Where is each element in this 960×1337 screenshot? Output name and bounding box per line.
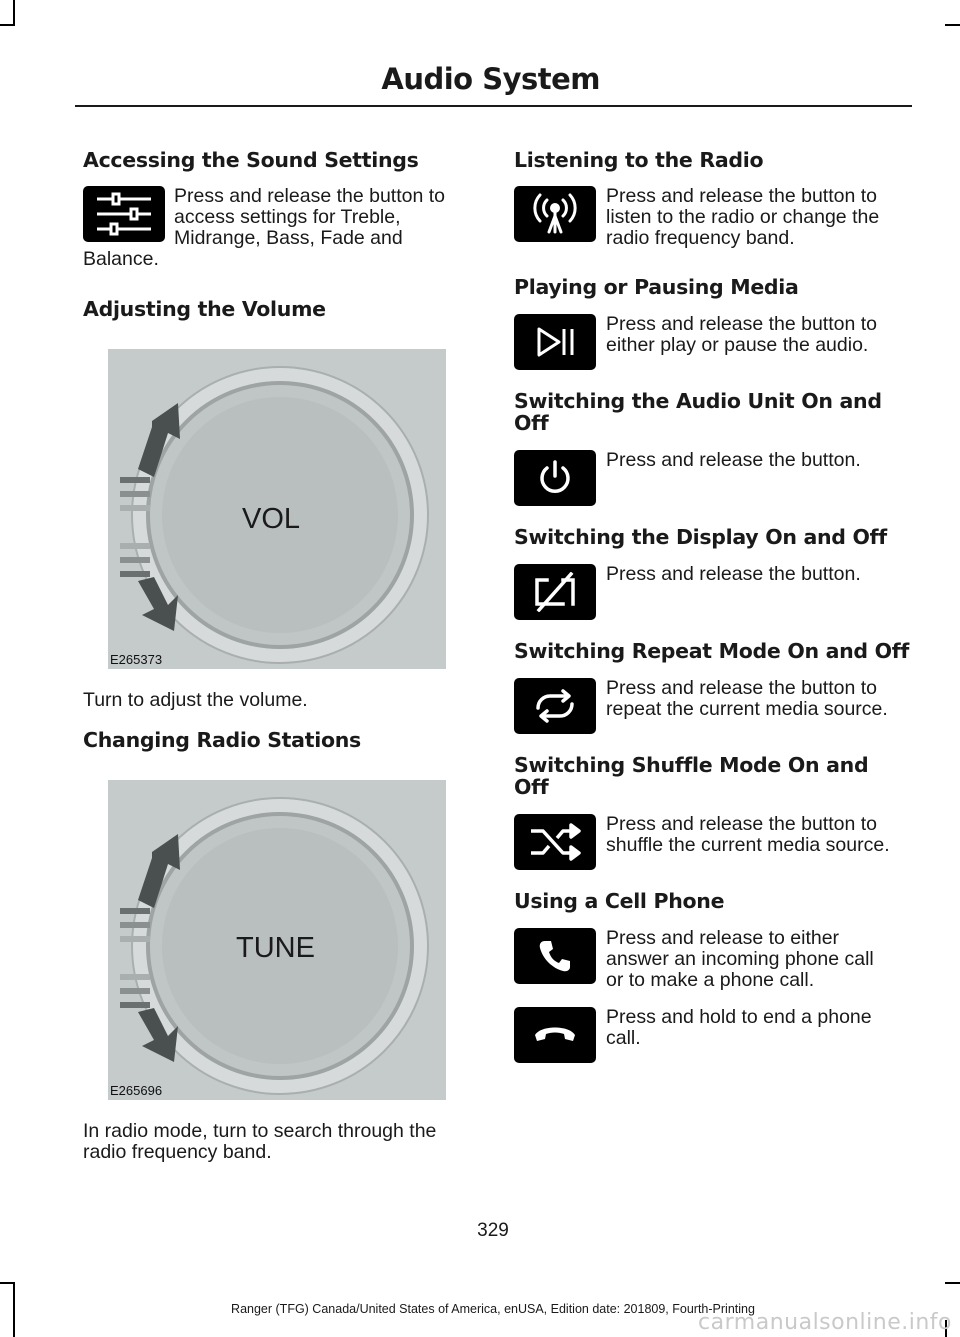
repeat-text: repeat the current media source. (606, 698, 888, 720)
heading-power: Off (514, 411, 549, 435)
shuffle-text: Press and release the button to (606, 813, 878, 835)
heading-power: Switching the Audio Unit On and (514, 389, 882, 413)
radio-text: Press and release the button to (606, 185, 878, 207)
sound-settings-text: access settings for Treble, (174, 206, 401, 228)
heading-cell-phone: Using a Cell Phone (514, 889, 725, 913)
heading-radio-stations: Changing Radio Stations (83, 728, 361, 752)
radio-text: listen to the radio or change the (606, 206, 880, 228)
heading-adjust-volume: Adjusting the Volume (83, 297, 326, 321)
display-off-icon (514, 564, 596, 620)
crop-mark (945, 1282, 960, 1284)
play-pause-icon (514, 314, 596, 370)
volume-caption: Turn to adjust the volume. (83, 689, 308, 711)
vol-label: VOL (242, 503, 301, 535)
radio-broadcast-icon (514, 186, 596, 242)
footer-text: Ranger (TFG) Canada/United States of America, enUSA, Edition date: 201809, Fourth-Printing (231, 1302, 755, 1316)
tune-label: TUNE (236, 932, 315, 964)
heading-shuffle: Off (514, 775, 549, 799)
crop-mark (945, 24, 960, 26)
phone-end-text: call. (606, 1027, 641, 1049)
heading-shuffle: Switching Shuffle Mode On and (514, 753, 869, 777)
crop-mark (0, 1282, 15, 1284)
power-text: Press and release the button. (606, 449, 861, 471)
heading-repeat: Switching Repeat Mode On and Off (514, 639, 910, 663)
shuffle-icon (514, 814, 596, 870)
equalizer-sliders-icon (83, 186, 165, 242)
crop-mark (13, 0, 15, 24)
phone-answer-icon (514, 928, 596, 984)
volume-knob-illustration (108, 349, 446, 669)
display-text: Press and release the button. (606, 563, 861, 585)
phone-answer-text: Press and release to either (606, 927, 840, 949)
figure-id: E265373 (110, 652, 163, 667)
radio-stations-caption: radio frequency band. (83, 1141, 272, 1163)
header-rule (75, 105, 912, 107)
phone-hangup-icon (514, 1007, 596, 1063)
page-title: Audio System (381, 62, 600, 96)
phone-answer-text: or to make a phone call. (606, 969, 815, 991)
heading-display: Switching the Display On and Off (514, 525, 887, 549)
repeat-icon (514, 678, 596, 734)
tune-knob-illustration (108, 780, 446, 1100)
radio-stations-caption: In radio mode, turn to search through the (83, 1120, 437, 1142)
media-text: Press and release the button to (606, 313, 878, 335)
shuffle-text: shuffle the current media source. (606, 834, 890, 856)
media-text: either play or pause the audio. (606, 334, 869, 356)
heading-radio: Listening to the Radio (514, 148, 764, 172)
crop-mark (0, 24, 15, 26)
phone-end-text: Press and hold to end a phone (606, 1006, 872, 1028)
power-icon (514, 450, 596, 506)
sound-settings-text: Midrange, Bass, Fade and (174, 227, 403, 249)
figure-id: E265696 (110, 1083, 163, 1098)
radio-text: radio frequency band. (606, 227, 795, 249)
page-number: 329 (477, 1220, 509, 1241)
phone-answer-text: answer an incoming phone call (606, 948, 874, 970)
sound-settings-text: Press and release the button to (174, 185, 446, 207)
sound-settings-text: Balance. (83, 248, 159, 270)
watermark: carmanualsonline.info (698, 1310, 952, 1335)
heading-media: Playing or Pausing Media (514, 275, 799, 299)
repeat-text: Press and release the button to (606, 677, 878, 699)
heading-sound-settings: Accessing the Sound Settings (83, 148, 419, 172)
